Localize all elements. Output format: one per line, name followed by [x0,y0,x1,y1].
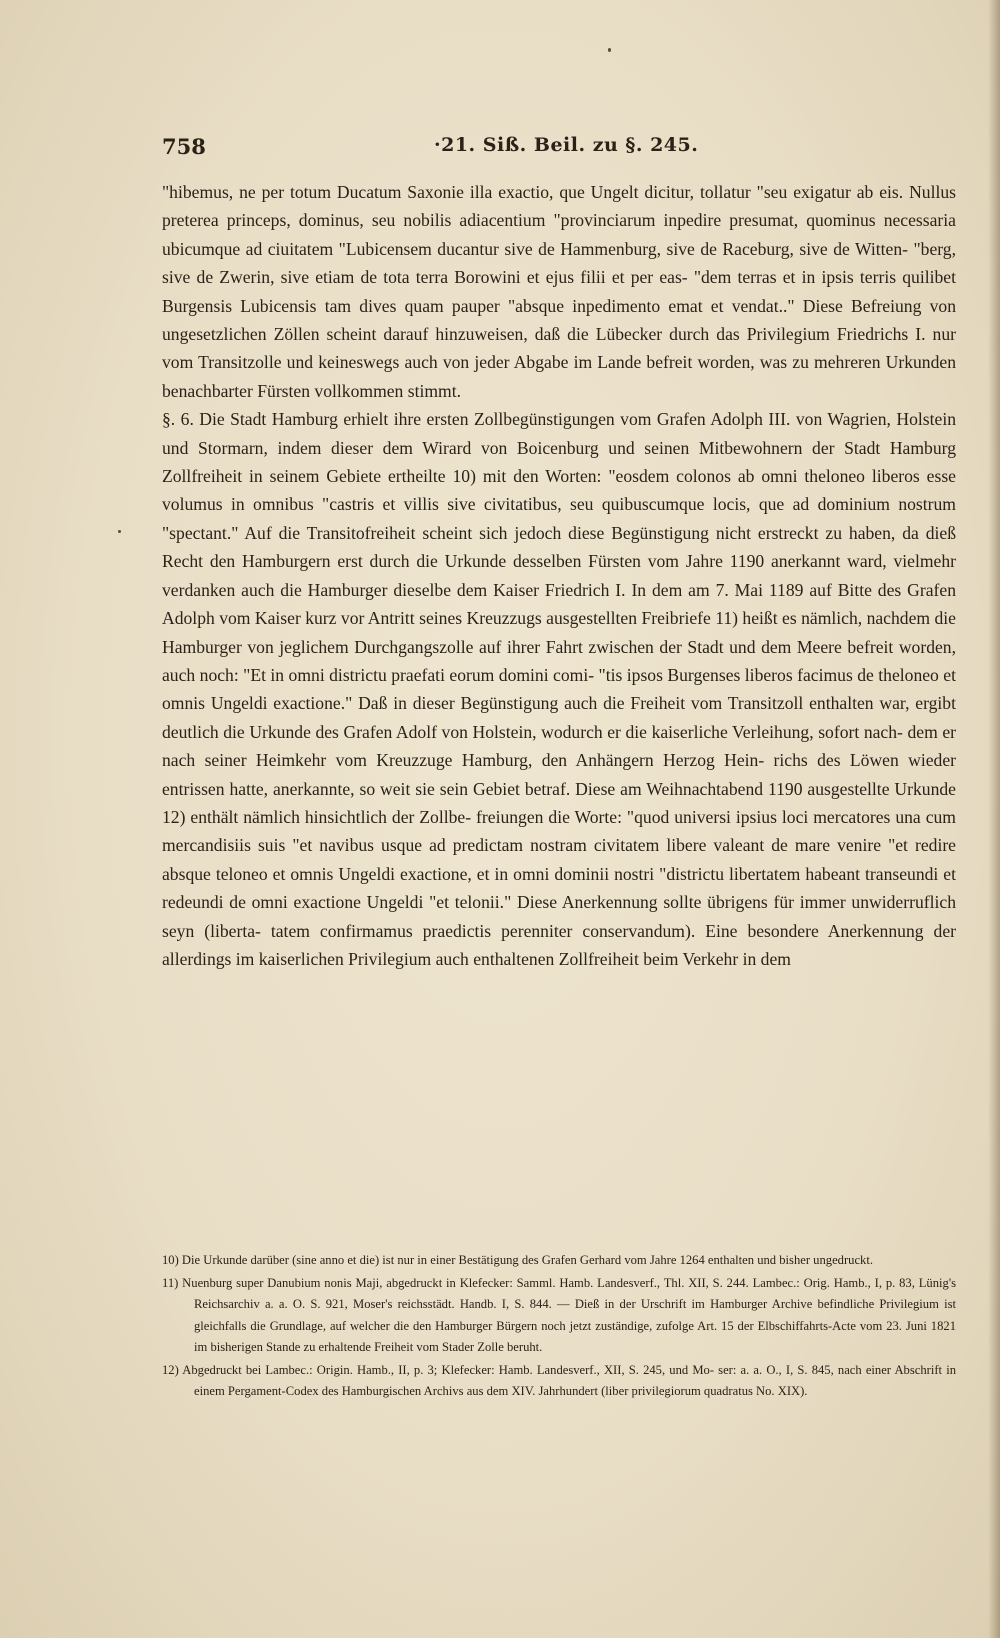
running-head: ·21. Siß. Beil. zu §. 245. [434,134,699,156]
footnote: 11) Nuenburg super Danubium nonis Maji, abgedruckt in Klefecker: Samml. Hamb. Landesverf., Thl. XII, S. 244. Lambec.: Orig. Hamb., I, p. 83, Lünig's Reichsarchiv a. a. O. S. 921, Moser's reichsstädt. Handb. I, S. 844. — Dieß in der Urschrift im Hamburger Archive befindliche Privilegium ist gleichfalls die Grundlage, auf welcher die den Hamburger Bürgern noch jetzt zuständige, zufolge Art. 15 der Elbschiffahrts-Acte vom 23. Juni 1821 im bisherigen Stande zu erhaltende Freiheit vom Stader Zolle beruht. [162,1275,956,1354]
footnote: 12) Abgedruckt bei Lambec.: Origin. Hamb., II, p. 3; Klefecker: Hamb. Landesverf., XII, S. 245, und Mo- ser: a. a. O., I, S. 845, nach einer Abschrift in einem Pergament-Codex des Hamburgischen Archivs aus dem XIV. Jahrhundert (liber privilegiorum quadratus No. XIX). [162,1362,956,1398]
page-edge-shadow [988,0,1000,1638]
page-header [162,134,962,164]
ink-speck [608,48,611,52]
margin-mark [118,530,121,533]
page-number: 758 [162,134,206,159]
main-text [162,178,956,973]
paragraph: §. 6. Die Stadt Hamburg erhielt ihre ersten Zollbegünstigungen vom Grafen Adolph III. von Wagrien, Holstein und Stormarn, indem dieser dem Wirard von Boicenburg und seinen Mitbewohnern der Stadt Hamburg Zollfreiheit in seinem Gebiete ertheilte 10) mit den Worten: "eosdem colonos ab omni theloneo liberos esse volumus in omnibus "castris et villis sive civitatibus, seu quibuscumque locis, que ad dominium nostrum "spectant." Auf die Transitofreiheit scheint sich jedoch diese Begünstigung nicht erstreckt zu haben, da dieß Recht den Hamburgern erst durch die Urkunde desselben Fürsten vom Jahre 1190 anerkannt ward, vielmehr verdanken auch die Hamburger dieselbe dem Kaiser Friedrich I. In dem am 7. Mai 1189 auf Bitte des Grafen Adolph vom Kaiser kurz vor Antritt seines Kreuzzugs ausgestellten Freibriefe 11) heißt es nämlich, nachdem die Hamburger von jeglichem Durchgangszolle auf ihrer Fahrt zwischen der Stadt und dem Meere befreit worden, auch noch: "Et in omni districtu praefati eorum domini comi- "tis ipsos Burgenses liberos facimus de theloneo et omnis Ungeldi exactione." Daß in dieser Begünstigung auch die Freiheit vom Transitzoll enthalten war, ergibt deutlich die Urkunde des Grafen Adolf von Holstein, wodurch er die kaiserliche Verleihung, sofort nach- dem er nach seiner Heimkehr vom Kreuzzuge Hamburg, den Anhängern Herzog Hein- richs des Löwen wieder entrissen hatte, anerkannte, so weit sie sein Gebiet betraf. Diese am Weihnachtabend 1190 ausgestellte Urkunde 12) enthält nämlich hinsichtlich der Zollbe- freiungen die Worte: "quod universi ipsius loci mercatores una cum mercandisiis suis "et navibus usque ad predictam nostram civitatem libere valeant de mare venire "et redire absque teloneo et omnis Ungeldi exactione, et in omni dominii nostri "districtu libertatem habeant transeundi et redeundi de omni exactione Ungeldi "et telonii." Diese Anerkennung sollte übrigens für immer unwiderruflich seyn (liberta- tatem confirmamus praedictis perenniter conservandum). Eine besondere Anerkennung der allerdings im kaiserlichen Privilegium auch enthaltenen Zollfreiheit beim Verkehr in dem [162,409,956,969]
paragraph: "hibemus, ne per totum Ducatum Saxonie illa exactio, que Ungelt dicitur, tollatur "seu exigatur ab eis. Nullus preterea princeps, dominus, seu nobilis adiacentium "provinciarum inpedire presumat, quominus necessaria ubicumque ad ciuitatem "Lubicensem ducantur sive de Hammenburg, sive de Raceburg, sive de Witten- "berg, sive de Zwerin, sive etiam de tota terra Borowini et ejus filii et per eas- "dem terras et in ipsis terris quilibet Burgensis Lubicensis tam dives quam pauper "absque inpedimento emat et vendat.." Diese Befreiung von ungesetzlichen Zöllen scheint darauf hinzuweisen, daß die Lübecker durch das Privilegium Friedrichs I. nur vom Transitzolle und keineswegs auch von jeder Abgabe im Lande befreit worden, was zu mehreren Urkunden benachbarter Fürsten vollkommen stimmt. [162,182,956,401]
footnotes [162,1250,956,1404]
footnote: 10) Die Urkunde darüber (sine anno et die) ist nur in einer Bestätigung des Grafen Gerhard vom Jahre 1264 enthalten und bisher ungedruckt. [162,1253,873,1267]
